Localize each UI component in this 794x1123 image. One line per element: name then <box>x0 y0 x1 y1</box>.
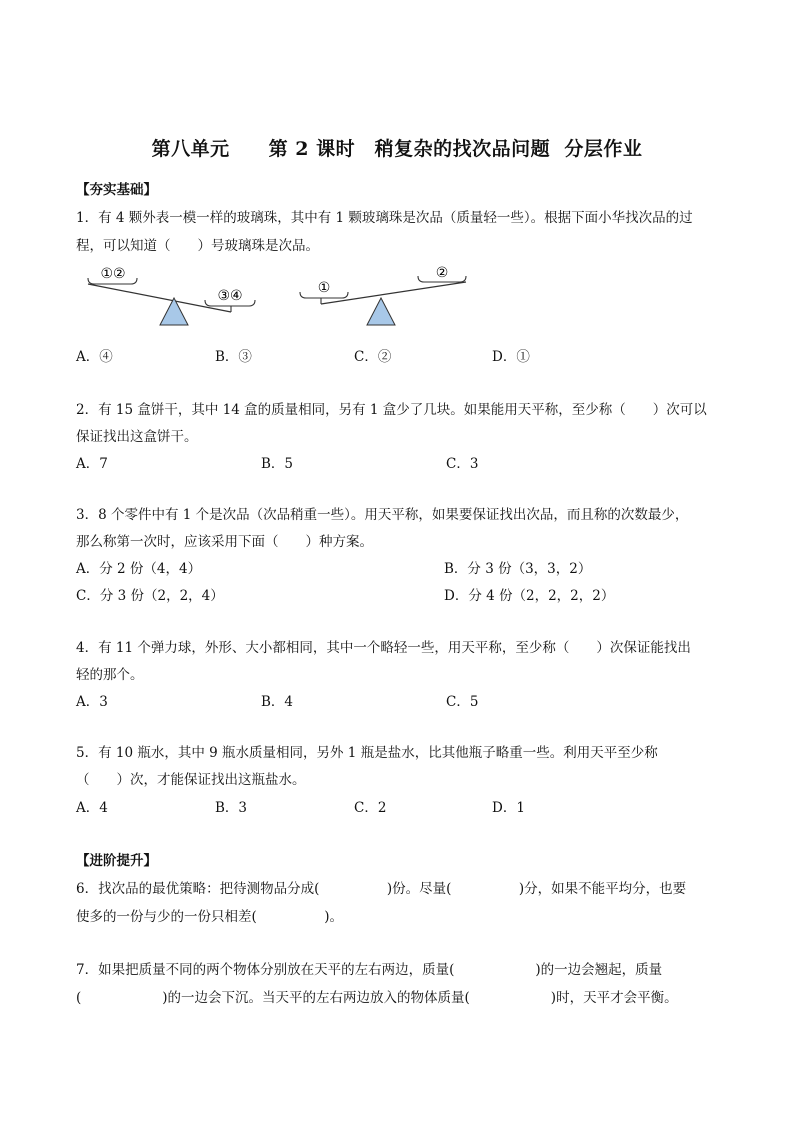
q5-text-line2: （ ）次，才能保证找出这瓶盐水。 <box>76 772 306 788</box>
q5-option-a[interactable]: A．4 <box>76 800 108 816</box>
q3-text-line1: 3．8 个零件中有 1 个是次品（次品稍重一些）。用天平称，如果要保证找出次品，而且称的次数最少， <box>76 507 689 523</box>
q1-option-b[interactable]: B．③ <box>215 349 252 365</box>
q4-text-line2: 轻的那个。 <box>76 667 144 683</box>
q1-text-line1: 1．有 4 颗外表一模一样的玻璃珠，其中有 1 颗玻璃珠是次品（质量轻一些）。根据下面小华找次品的过 <box>76 210 693 226</box>
q1-option-d[interactable]: D．① <box>492 349 530 365</box>
q5-option-c[interactable]: C．2 <box>354 800 387 816</box>
q7-text-line1: 7．如果把质量不同的两个物体分别放在天平的左右两边，质量( )的一边会翘起，质量 <box>76 962 663 978</box>
q6-text-line2: 使多的一份与少的一份只相差( )。 <box>76 909 344 925</box>
q2-option-b[interactable]: B．5 <box>261 456 294 472</box>
q3-option-a[interactable]: A．分 2 份（4，4） <box>76 561 202 577</box>
q1-text-line2: 程，可以知道（ ）号玻璃珠是次品。 <box>76 238 319 254</box>
q4-option-c[interactable]: C．5 <box>446 694 479 710</box>
q3-option-c[interactable]: C．分 3 份（2，2，4） <box>76 588 224 604</box>
scale1-right-pan-label: ③④ <box>217 288 243 304</box>
section-advanced-heading: 【进阶提升】 <box>76 853 157 869</box>
q3-option-b[interactable]: B．分 3 份（3，3，2） <box>444 561 592 577</box>
scale2-right-pan-label: ② <box>435 265 449 281</box>
scale1-left-pan-label: ①② <box>100 266 126 282</box>
q2-option-a[interactable]: A．7 <box>76 456 108 472</box>
balance-scale-figure <box>76 262 476 334</box>
scale2-left-pan-label: ① <box>317 280 331 296</box>
q5-text-line1: 5．有 10 瓶水，其中 9 瓶水质量相同，另外 1 瓶是盐水，比其他瓶子略重一些。利用天平至少称 <box>76 745 658 761</box>
q3-text-line2: 那么称第一次时，应该采用下面（ ）种方案。 <box>76 534 373 550</box>
q7-text-line2: ( )的一边会下沉。当天平的左右两边放入的物体质量( )时，天平才会平衡。 <box>76 990 678 1006</box>
page-title: 第八单元 第 2 课时 稍复杂的找次品问题 分层作业 <box>151 138 643 160</box>
q4-option-a[interactable]: A．3 <box>76 694 108 710</box>
balance-scale-1 <box>88 266 255 325</box>
q1-option-c[interactable]: C．② <box>354 349 392 365</box>
q1-option-a[interactable]: A．④ <box>76 349 113 365</box>
q4-text-line1: 4．有 11 个弹力球，外形、大小都相同，其中一个略轻一些，用天平称，至少称（ ）次保证能找出 <box>76 640 691 656</box>
q2-text-line2: 保证找出这盒饼干。 <box>76 429 198 445</box>
balance-scale-2 <box>300 265 466 325</box>
q3-option-d[interactable]: D．分 4 份（2，2，2，2） <box>444 588 615 604</box>
q2-option-c[interactable]: C．3 <box>446 456 479 472</box>
q6-text-line1: 6．找次品的最优策略：把待测物品分成( )份。尽量( )分，如果不能平均分，也要 <box>76 881 687 897</box>
section-basic-heading: 【夯实基础】 <box>76 182 157 198</box>
q5-option-b[interactable]: B．3 <box>215 800 248 816</box>
q4-option-b[interactable]: B．4 <box>261 694 294 710</box>
q5-option-d[interactable]: D．1 <box>492 800 525 816</box>
q2-text-line1: 2．有 15 盒饼干，其中 14 盒的质量相同，另有 1 盒少了几块。如果能用天平称，至少称（ ）次可以 <box>76 402 707 418</box>
